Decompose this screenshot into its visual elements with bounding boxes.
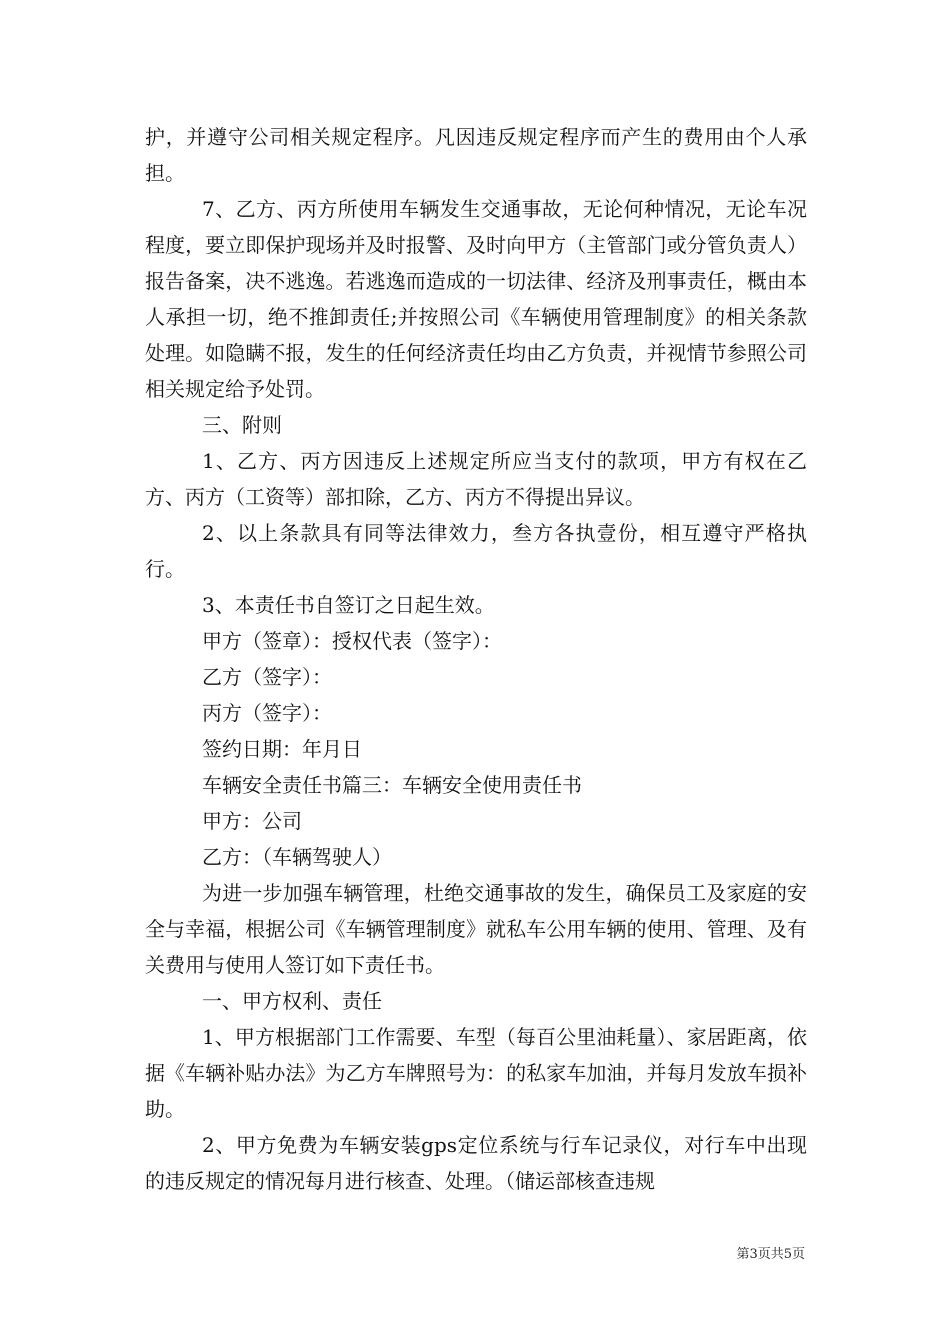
party-a-line: 甲方：公司: [202, 809, 302, 833]
signature-party-b: 乙方（签字）：: [202, 665, 332, 689]
paragraph-continuation: 护，并遵守公司相关规定程序。凡因违反规定程序而产生的费用由个人承担。: [145, 125, 807, 185]
document-body: [145, 119, 807, 1199]
chapter-title: 车辆安全责任书篇三：车辆安全使用责任书: [202, 773, 582, 797]
signature-party-a: 甲方（签章）：授权代表（签字）：: [202, 629, 502, 653]
party-b-line: 乙方：（车辆驾驶人）: [202, 845, 392, 869]
paragraph-party-a-2: 2、甲方免费为车辆安装gps定位系统与行车记录仪，对行车中出现的违反规定的情况每月进行核查、处理。（储运部核查违规: [145, 1133, 807, 1193]
signature-party-c: 丙方（签字）：: [202, 701, 332, 725]
section-heading-appendix: 三、附则: [202, 413, 282, 437]
paragraph-intro: 为进一步加强车辆管理，杜绝交通事故的发生，确保员工及家庭的安全与幸福，根据公司《车辆管理制度》就私车公用车辆的使用、管理、及有关费用与使用人签订如下责任书。: [145, 881, 807, 977]
paragraph-appendix-1: 1、乙方、丙方因违反上述规定所应当支付的款项，甲方有权在乙方、丙方（工资等）部扣除，乙方、丙方不得提出异议。: [145, 449, 807, 509]
signing-date: 签约日期：年月日: [202, 737, 362, 761]
section-heading-party-a: 一、甲方权利、责任: [202, 989, 382, 1013]
paragraph-party-a-1: 1、甲方根据部门工作需要、车型（每百公里油耗量）、家居距离，依据《车辆补贴办法》为乙方车牌照号为：的私家车加油，并每月发放车损补助。: [145, 1025, 807, 1121]
paragraph-appendix-3: 3、本责任书自签订之日起生效。: [202, 593, 495, 617]
paragraph-appendix-2: 2、以上条款具有同等法律效力，叁方各执壹份，相互遵守严格执行。: [145, 521, 807, 581]
paragraph-clause-7: 7、乙方、丙方所使用车辆发生交通事故，无论何种情况，无论车况程度，要立即保护现场并及时报警、及时向甲方（主管部门或分管负责人）报告备案，决不逃逸。若逃逸而造成的一切法律、经济及刑事责任，概由本人承担一切，绝不推卸责任;并按照公司《车辆使用管理制度》的相关条款处理。如隐瞒不报，发生的任何经济责任均由乙方负责，并视情节参照公司相关规定给予处罚。: [145, 197, 807, 401]
page-number: 第3页共5页: [736, 1247, 805, 1262]
